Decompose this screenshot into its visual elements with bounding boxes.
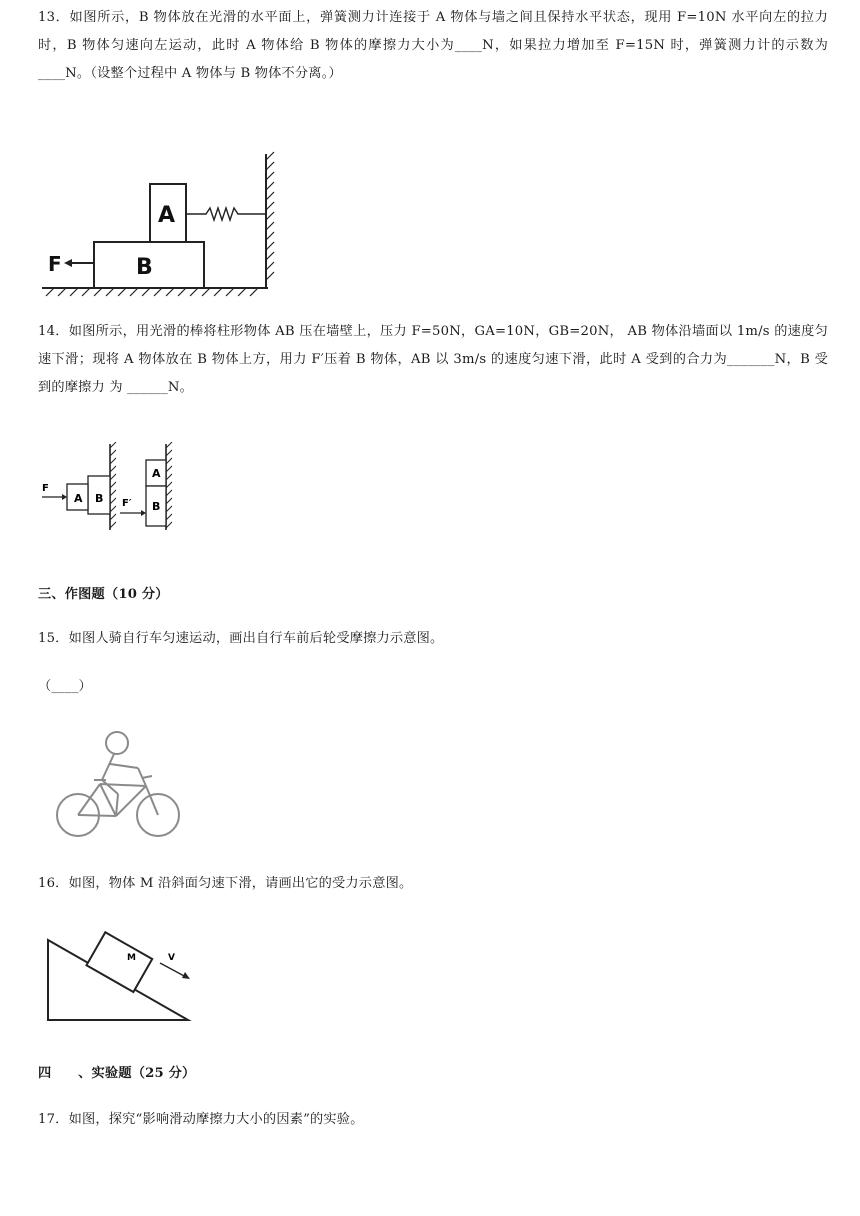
left-b-label: B: [95, 492, 104, 505]
block-a-label: A: [158, 203, 176, 228]
section-4-heading: 四 、实验题（25 分）: [38, 1066, 196, 1081]
block-m-label: M: [127, 953, 136, 963]
block-b-label: B: [136, 255, 153, 280]
velocity-v-label: V: [168, 953, 175, 963]
right-a-label: A: [152, 467, 161, 480]
question-14-figure: [38, 442, 188, 538]
question-15-text: 15．如图人骑自行车匀速运动，画出自行车前后轮受摩擦力示意图。: [38, 631, 444, 646]
question-17-text: 17．如图，探究“影响滑动摩擦力大小的因素”的实验。: [38, 1112, 364, 1127]
left-f-label: F: [42, 483, 49, 494]
force-f-label: F: [48, 252, 62, 276]
right-b-label: B: [152, 500, 161, 513]
question-14-text: 14．如图所示，用光滑的棒将柱形物体 AB 压在墙壁上，压力 F=50N，GA=10N，GB=20N， AB 物体沿墙面以 1m/s 的速度匀速下滑；现将 A 物体放在 B 物体上方，用力 F′压着 B 物体，AB 以 3m/s 的速度匀速下滑，此时 A 受到的合力为_______N，B 受到的摩擦力 为 ______N。: [38, 324, 828, 395]
left-a-label: A: [74, 492, 83, 505]
right-f-prime-label: F′: [122, 498, 132, 509]
question-13-figure: [38, 150, 278, 304]
question-15-bicycle-figure: [50, 728, 186, 848]
question-16-text: 16．如图，物体 M 沿斜面匀速下滑，请画出它的受力示意图。: [38, 876, 413, 891]
question-16-incline-figure: [40, 920, 196, 1032]
question-13-text: 13．如图所示，B 物体放在光滑的水平面上，弹簧测力计连接于 A 物体与墙之间且保持水平状态，现用 F=10N 水平向左的拉力时，B 物体匀速向左运动，此时 A 物体给 B 物体的摩擦力大小为____N，如果拉力增加至 F=15N 时，弹簧测力计的示数为____N。（设整个过程中 A 物体与 B 物体不分离。）: [38, 10, 828, 81]
question-15-answer-blank: （____）: [38, 679, 92, 694]
section-3-heading: 三、作图题（10 分）: [38, 587, 169, 602]
